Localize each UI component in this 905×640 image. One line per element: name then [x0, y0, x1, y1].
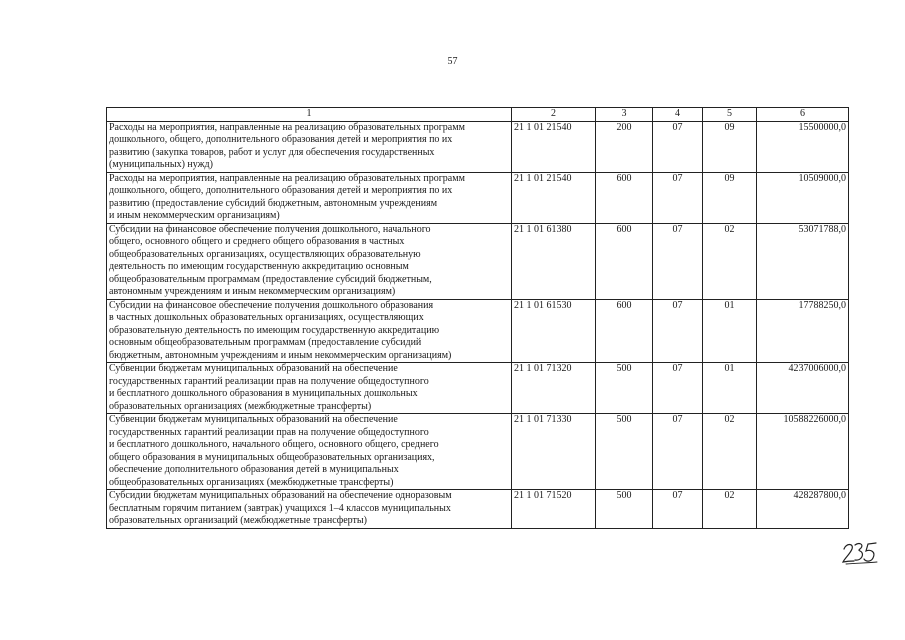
row-vr: 600: [596, 299, 653, 363]
table-row: [107, 363, 849, 414]
header-row: [107, 108, 849, 122]
table-row: [107, 223, 849, 299]
row-code: 21 1 01 61380: [512, 223, 596, 299]
row-code: 21 1 01 71320: [512, 363, 596, 414]
row-code: 21 1 01 21540: [512, 172, 596, 223]
row-name: Расходы на мероприятия, направленные на реализацию образовательных программ дошкольного, общего, дополнительного образования детей и мероприятия по их развитию (закупка товаров, работ и услуг для обеспечения государственных (муниципальных) нужд): [107, 121, 512, 172]
row-amount: 10588226000,0: [757, 414, 849, 490]
row-rz: 07: [653, 121, 703, 172]
row-pr: 02: [703, 490, 757, 529]
row-rz: 07: [653, 172, 703, 223]
row-name: Субсидии на финансовое обеспечение получения дошкольного образования в частных дошкольных образовательных организациях, осуществляющих образовательную деятельность по имеющим государственную аккредитацию основным общеобразовательным программам (предоставление субсидий бюджетным, автономным учреждениям и иным некоммерческим организациям): [107, 299, 512, 363]
row-pr: 01: [703, 299, 757, 363]
row-amount: 53071788,0: [757, 223, 849, 299]
row-pr: 02: [703, 223, 757, 299]
table-row: [107, 490, 849, 529]
row-vr: 600: [596, 172, 653, 223]
row-vr: 500: [596, 490, 653, 529]
budget-table: [106, 107, 849, 529]
row-vr: 200: [596, 121, 653, 172]
col-header-code: 2: [512, 108, 596, 122]
row-pr: 09: [703, 121, 757, 172]
table-row: [107, 172, 849, 223]
row-code: 21 1 01 61530: [512, 299, 596, 363]
row-pr: 09: [703, 172, 757, 223]
row-rz: 07: [653, 490, 703, 529]
row-name: Субсидии на финансовое обеспечение получения дошкольного, начального общего, основного общего и среднего общего образования в частных общеобразовательных организациях, осуществляющих образовательную деятельность по имеющим государственную аккредитацию основным общеобразовательным программам (предоставление субсидий бюджетным, автономным учреждениям и иным некоммерческим организациям): [107, 223, 512, 299]
row-rz: 07: [653, 299, 703, 363]
col-header-rz: 4: [653, 108, 703, 122]
row-name: Субвенции бюджетам муниципальных образований на обеспечение государственных гарантий реализации прав на получение общедоступного и бесплатного дошкольного образования в муниципальных дошкольных образовательных организациях (межбюджетные трансферты): [107, 363, 512, 414]
page-number: 57: [447, 56, 458, 67]
row-amount: 15500000,0: [757, 121, 849, 172]
col-header-vr: 3: [596, 108, 653, 122]
row-pr: 02: [703, 414, 757, 490]
row-code: 21 1 01 21540: [512, 121, 596, 172]
row-amount: 17788250,0: [757, 299, 849, 363]
col-header-name: 1: [107, 108, 512, 122]
row-vr: 500: [596, 363, 653, 414]
row-vr: 600: [596, 223, 653, 299]
row-name: Субвенции бюджетам муниципальных образований на обеспечение государственных гарантий реализации прав на получение общедоступного и бесплатного дошкольного, начального общего, основного общего, среднего общего образования в муниципальных общеобразовательных организациях, обеспечение дополнительного образования детей в муниципальных общеобразовательных организациях (межбюджетные трансферты): [107, 414, 512, 490]
row-code: 21 1 01 71520: [512, 490, 596, 529]
row-rz: 07: [653, 223, 703, 299]
row-name: Расходы на мероприятия, направленные на реализацию образовательных программ дошкольного, общего, дополнительного образования детей и мероприятия по их развитию (предоставление субсидий бюджетным, автономным учреждениям и иным некоммерческим организациям): [107, 172, 512, 223]
row-vr: 500: [596, 414, 653, 490]
row-name: Субсидии бюджетам муниципальных образований на обеспечение одноразовым бесплатным горячим питанием (завтрак) учащихся 1–4 классов муниципальных образовательных организаций (межбюджетные трансферты): [107, 490, 512, 529]
handwritten-page-mark: [842, 540, 878, 566]
row-amount: 428287800,0: [757, 490, 849, 529]
col-header-pr: 5: [703, 108, 757, 122]
row-rz: 07: [653, 363, 703, 414]
table-row: [107, 414, 849, 490]
col-header-amount: 6: [757, 108, 849, 122]
row-pr: 01: [703, 363, 757, 414]
table-row: [107, 121, 849, 172]
row-code: 21 1 01 71330: [512, 414, 596, 490]
table-row: [107, 299, 849, 363]
row-amount: 10509000,0: [757, 172, 849, 223]
row-amount: 4237006000,0: [757, 363, 849, 414]
row-rz: 07: [653, 414, 703, 490]
